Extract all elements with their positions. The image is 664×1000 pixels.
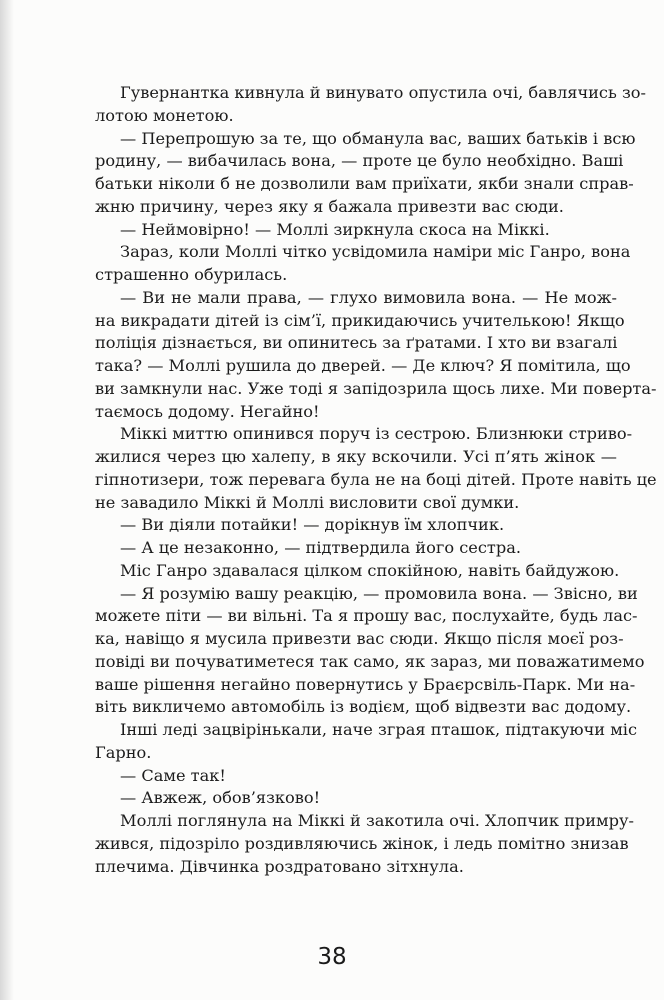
text-line: ка, навіщо я мусила привезти вас сюди. Якщо після моєї роз-: [95, 629, 624, 648]
text-line: жився, підозріло роздивляючись жінок, і ледь помітно знизав: [95, 833, 629, 853]
page-number: 38: [317, 944, 347, 970]
paragraph: [95, 560, 620, 583]
paragraph: [95, 514, 617, 537]
text-line: — Авжеж, обов’язково!: [120, 788, 321, 808]
text-line: — Неймовірно! — Моллі зиркнула скоса на Міккі.: [120, 219, 550, 239]
paragraph: [95, 719, 638, 765]
text-line: Інші леді зацвірінькали, наче зграя пташок, підтакуючи міс: [120, 720, 638, 739]
text-line: така? — Моллі рушила до дверей. — Де ключ? Я помітила, що: [95, 356, 631, 375]
text-line: жню причину, через яку я бажала привезти вас сюди.: [95, 196, 564, 216]
scan-edge-shadow: [0, 0, 14, 1000]
text-line: Міккі миттю опинився поруч із сестрою. Близнюки стриво-: [120, 424, 633, 444]
paragraph: [95, 810, 635, 878]
paragraph: [95, 287, 657, 424]
text-line: можете піти — ви вільні. Та я прошу вас, послухайте, будь лас-: [95, 606, 638, 626]
text-line: — Перепрошую за те, що обманула вас, ваших батьків і всю: [120, 128, 636, 148]
paragraph: [95, 241, 631, 287]
paragraph: [95, 219, 617, 242]
text-line: гіпнотизери, тож перевага була не на боці дітей. Проте навіть це: [95, 469, 657, 489]
paragraph: [95, 583, 645, 720]
text-line: — Ви діяли потайки! — дорікнув їм хлопчик.: [120, 515, 505, 535]
text-line: Гувернантка кивнула й винувато опустила очі, бавлячись зо-: [120, 83, 646, 102]
text-line: плечима. Дівчинка роздратовано зітхнула.: [95, 856, 464, 876]
text-line: не завадило Міккі й Моллі висловити свої думки.: [95, 492, 520, 512]
text-line: Моллі поглянула на Міккі й закотила очі. Хлопчик примру-: [120, 811, 635, 830]
text-line: повіді ви почуватиметеся так само, як зараз, ми поважатимемо: [95, 651, 645, 671]
text-line: — Я розумію вашу реакцію, — промовила вона. — Звісно, ви: [120, 583, 638, 603]
text-line: родину, — вибачилась вона, — проте це було необхідно. Ваші: [95, 151, 624, 171]
text-line: — Ви не мали права, — глухо вимовила вона. — Не мож-: [120, 287, 617, 307]
text-line: таємось додому. Негайно!: [95, 401, 320, 421]
paragraph: [95, 128, 636, 219]
text-line: — Саме так!: [120, 765, 226, 785]
text-line: поліція дізнається, ви опинитесь за ґратами. І хто ви взагалі: [95, 333, 618, 353]
paragraph: [95, 787, 617, 810]
body-text: [95, 82, 657, 878]
paragraph: [95, 765, 617, 788]
text-line: батьки ніколи б не дозволили вам приїхати, якби знали справ-: [95, 174, 634, 193]
text-line: ви замкнули нас. Уже тоді я запідозрила щось лихе. Ми поверта-: [95, 378, 657, 398]
paragraph: [95, 423, 657, 514]
paragraph: [95, 82, 646, 128]
paragraph: [95, 537, 617, 560]
text-line: лотою монетою.: [95, 105, 234, 125]
text-line: — А це незаконно, — підтвердила його сестра.: [120, 538, 522, 557]
text-line: жилися через цю халепу, в яку вскочили. Усі п’ять жінок —: [95, 447, 617, 466]
text-line: на викрадати дітей із сім’ї, прикидаючись учителькою! Якщо: [95, 310, 625, 330]
text-line: Міс Ганро здавалася цілком спокійною, навіть байдужою.: [120, 560, 620, 580]
text-line: Гарно.: [95, 742, 152, 762]
text-line: Зараз, коли Моллі чітко усвідомила наміри міс Ганро, вона: [120, 242, 631, 262]
text-line: віть викличемо автомобіль із водієм, щоб відвезти вас додому.: [95, 697, 632, 717]
text-line: ваше рішення негайно повернутись у Браєрсвіль-Парк. Ми на-: [95, 674, 636, 694]
text-line: страшенно обурилась.: [95, 265, 288, 284]
